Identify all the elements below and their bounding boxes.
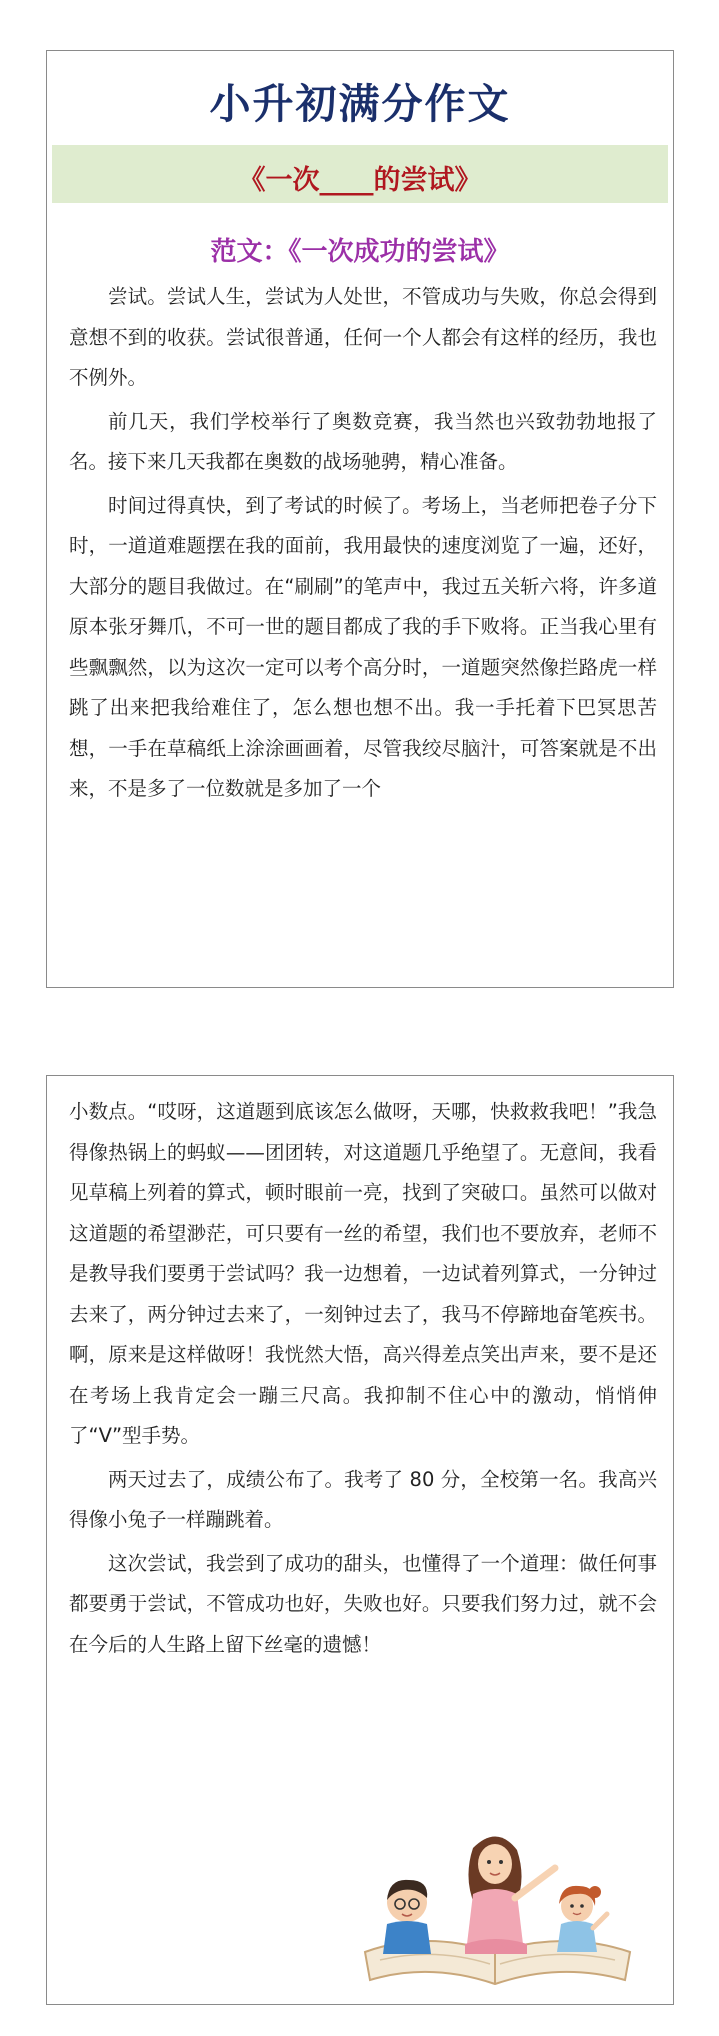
page-one xyxy=(46,50,674,988)
paragraph: 尝试。尝试人生，尝试为人处世，不管成功与失败，你总会得到意想不到的收获。尝试很普通，任何一个人都会有这样的经历，我也不例外。 xyxy=(69,285,657,389)
essay-body-part-two xyxy=(69,1092,657,1668)
paragraph: 小数点。“哎呀，这道题到底该怎么做呀，天哪，快救救我吧！”我急得像热锅上的蚂蚁——团团转，对这道题几乎绝望了。无意间，我看见草稿上列着的算式，顿时眼前一亮，找到了突破口。虽然可以做对这道题的希望渺茫，可只要有一丝的希望，我们也不要放弃，老师不是教导我们要勇于尝试吗？我一边想着，一边试着列算式，一分钟过去来了，两分钟过去来了，一刻钟过去了，我马不停蹄地奋笔疾书。啊，原来是这样做呀！我恍然大悟，高兴得差点笑出声来，要不是还在考场上我肯定会一蹦三尺高。我抑制不住心中的激动，悄悄伸了“V”型手势。 xyxy=(69,1100,657,1447)
essay-collection-title: 小升初满分作文 xyxy=(209,80,511,128)
paragraph: 时间过得真快，到了考试的时候了。考场上，当老师把卷子分下时，一道道难题摆在我的面前，我用最快的速度浏览了一遍，还好，大部分的题目我做过。在“刷刷”的笔声中，我过五关斩六将，许多道原本张牙舞爪，不可一世的题目都成了我的手下败将。正当我心里有些飘飘然，以为这次一定可以考个高分时，一道题突然像拦路虎一样跳了出来把我给难住了，怎么想也想不出。我一手托着下巴冥思苦想，一手在草稿纸上涂涂画画着，尽管我绞尽脑汁，可答案就是不出来，不是多了一位数就是多加了一个 xyxy=(69,493,657,800)
sample-essay-title: 范文：《一次成功的尝试》 xyxy=(210,237,510,267)
paragraph: 这次尝试，我尝到了成功的甜头，也懂得了一个道理：做任何事都要勇于尝试，不管成功也好，失败也好。只要我们努力过，就不会在今后的人生路上留下丝毫的遗憾！ xyxy=(69,1551,657,1656)
topic-banner xyxy=(52,145,668,203)
essay-topic: 《一次____的尝试》 xyxy=(238,165,482,196)
essay-body-part-one xyxy=(69,277,657,813)
paragraph: 前几天，我们学校举行了奥数竞赛，我当然也兴致勃勃地报了名。接下来几天我都在奥数的战场驰骋，精心准备。 xyxy=(69,409,657,473)
paragraph: 两天过去了，成绩公布了。我考了 80 分，全校第一名。我高兴得像小兔子一样蹦跳着。 xyxy=(69,1467,657,1531)
teacher-and-children-on-open-book-illustration xyxy=(345,1802,645,1992)
page-two xyxy=(46,1075,674,2005)
